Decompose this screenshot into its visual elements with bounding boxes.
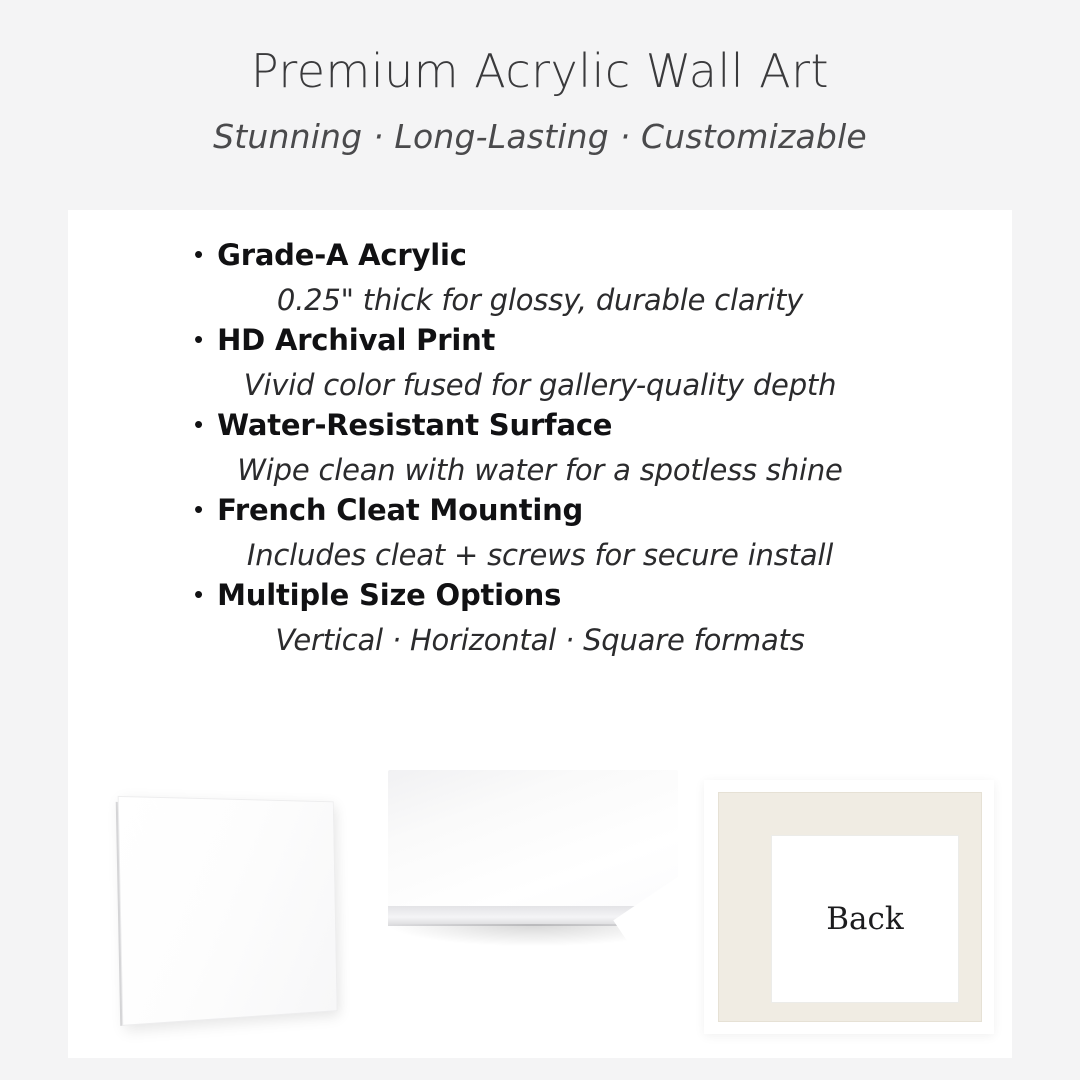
feature-heading-row [68, 323, 1012, 357]
page-subtitle: Stunning · Long-Lasting · Customizable [213, 117, 867, 157]
bullet-icon: • [194, 494, 204, 524]
header [0, 0, 1080, 156]
features-card [68, 210, 1012, 1058]
feature-title: Water-Resistant Surface [217, 408, 613, 442]
feature-title: Multiple Size Options [217, 578, 562, 612]
corner-surface [388, 770, 678, 910]
list-item [68, 238, 1012, 317]
feature-heading-row [68, 408, 1012, 442]
feature-heading-row [68, 238, 1012, 272]
bullet-icon: • [194, 239, 204, 269]
feature-description: 0.25" thick for glossy, durable clarity [276, 283, 804, 317]
list-item [68, 493, 1012, 572]
product-image-back-view [704, 780, 994, 1034]
list-item [68, 408, 1012, 487]
feature-description: Wipe clean with water for a spotless shine [237, 453, 843, 487]
bullet-icon: • [194, 324, 204, 354]
list-item [68, 323, 1012, 402]
feature-description: Includes cleat + screws for secure install [246, 538, 834, 572]
feature-description: Vertical · Horizontal · Square formats [275, 623, 805, 657]
feature-title: Grade-A Acrylic [217, 238, 467, 272]
product-image-gallery [68, 770, 1012, 1058]
frame-opening [771, 835, 959, 1003]
page-title: Premium Acrylic Wall Art [250, 44, 830, 98]
feature-heading-row [68, 493, 1012, 527]
product-image-angled-panel [106, 790, 406, 1042]
frame-mat [718, 792, 982, 1022]
feature-title: HD Archival Print [217, 323, 496, 357]
bullet-icon: • [194, 409, 204, 439]
bullet-icon: • [194, 579, 204, 609]
list-item [68, 578, 1012, 657]
panel-face [118, 796, 338, 1026]
feature-heading-row [68, 578, 1012, 612]
product-image-corner-closeup [388, 770, 700, 960]
feature-description: Vivid color fused for gallery-quality depth [243, 368, 837, 402]
features-list [68, 210, 1012, 657]
feature-title: French Cleat Mounting [217, 493, 584, 527]
back-label: Back [826, 901, 904, 937]
